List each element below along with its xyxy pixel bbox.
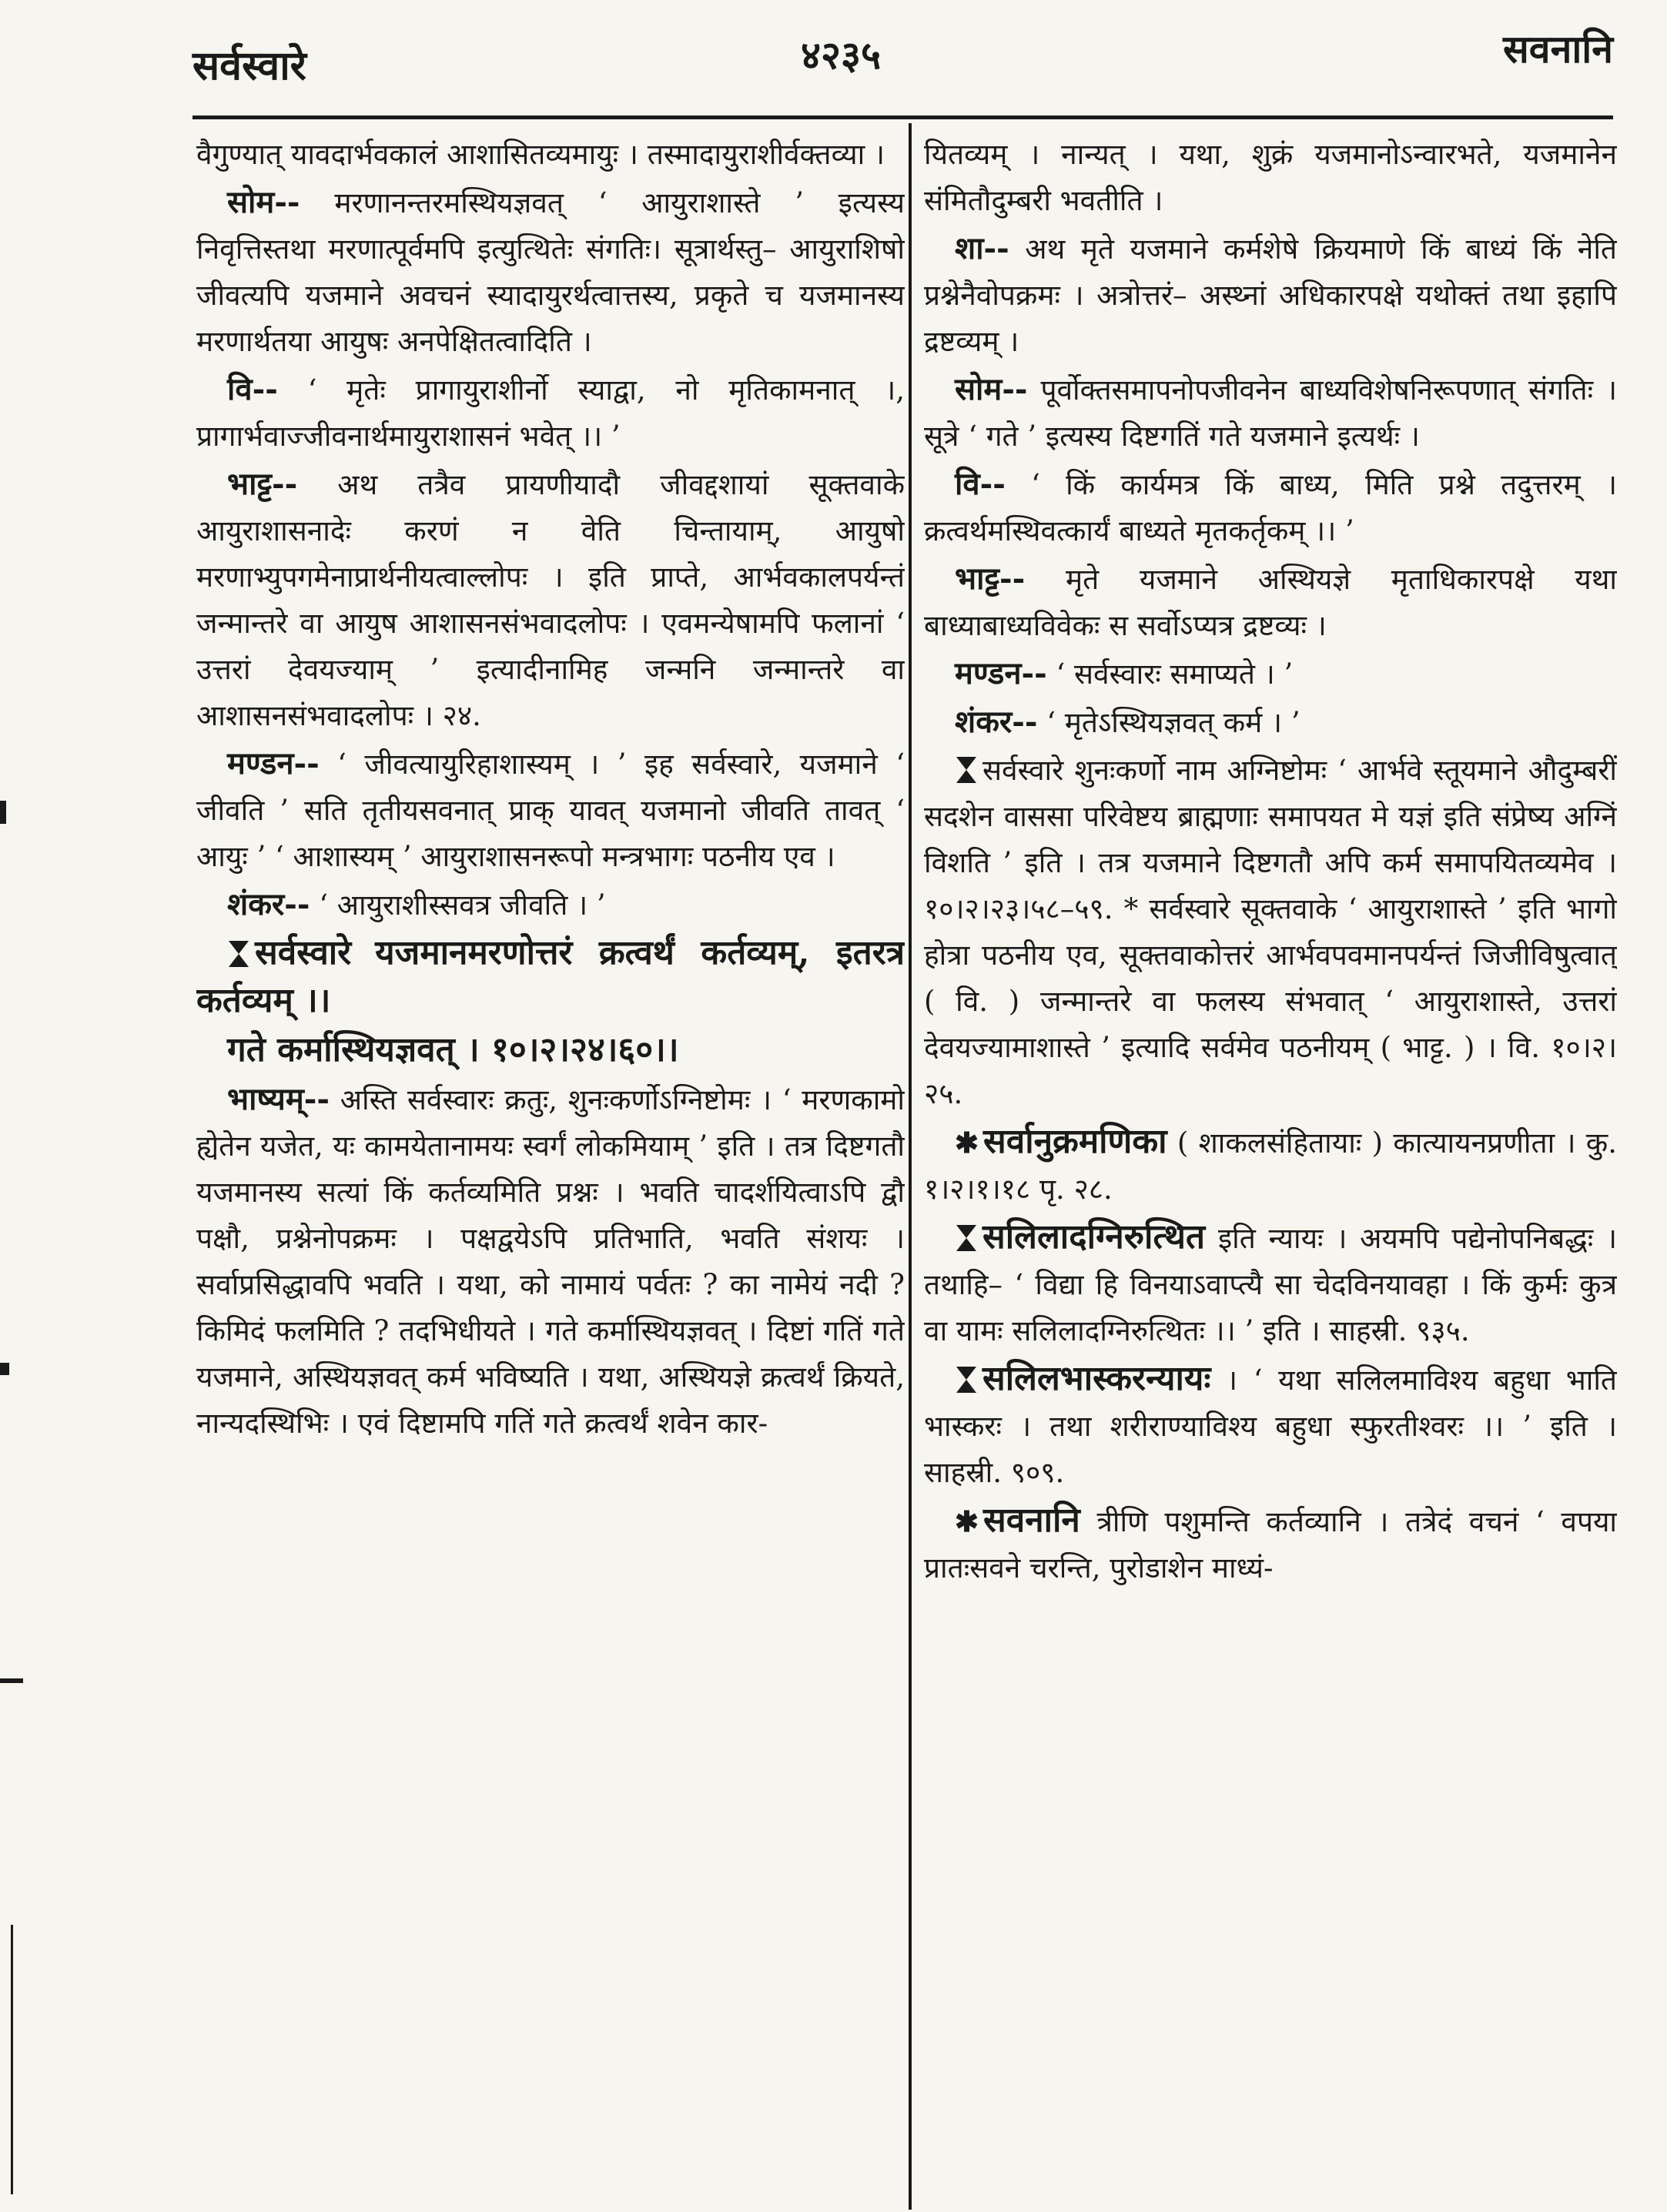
commentator-label: शंकर-- [955,704,1038,740]
paragraph: सोम-- मरणानन्तरमस्थियज्ञवत् ‘ आयुराशास्ते ’ इत्यस्य निवृत्तिस्तथा मरणात्पूर्वमपि इत्युत्थितेः संगतिः। सूत्रार्थस्तु– आयुराशिषो जीवत्यपि यजमाने अवचनं स्यादायुरर्थत्वात्तस्य, प्रकृते च यजमानस्य मरणार्थतया आयुषः अनपेक्षितत्वादिति । [196,184,905,358]
commentator-label: भाट्ट-- [955,561,1026,597]
paragraph: शंकर-- ‘ आयुराशीस्सवत्र जीवति । ’ [227,886,606,922]
asterisk-icon: ✱ [955,1504,979,1538]
scan-mark [11,1925,13,2194]
commentator-label: शा-- [955,230,1009,266]
header-rule [192,115,1613,119]
paragraph: यितव्यम् । नान्यत् । यथा, शुक्रं यजमानोऽन्वारभते, यजमानेन संमितौदुम्बरी भवतीति । [924,138,1617,217]
right-column [924,131,1617,2210]
entry: सर्वस्वारे शुनःकर्णो नाम अग्निष्टोमः ‘ आर्भवे स्तूयमाने औदुम्बरीं सदशेन वाससा परिवेष्टय ब्राह्मणाः समापयत मे यज्ञं इति संप्रेष्य अग्निं विशति ’ इति । तत्र यजमाने दिष्टगतौ अपि कर्म समापयितव्यमेव । १०।२।२३।५८–५९. * सर्वस्वारे सूक्तवाके ‘ आयुराशास्ते ’ इति भागो होत्रा पठनीय एव, सूक्तवाकोत्तरं आर्भवपवमानपर्यन्तं जिजीविषुत्वात् ( वि. ) जन्मान्तरे वा फलस्य संभवात् ‘ आयुराशास्ते, उत्तरां देवयज्यामाशास्ते ’ इत्यादि सर्वमेव पठनीयम् ( भाट्ट. ) । वि. १०।२।२५. [924,754,1617,1110]
header-right-title: सवनानि [1503,26,1613,72]
paragraph: मण्डन-- ‘ सर्वस्वारः समाप्यते । ’ [955,655,1294,691]
commentator-label: वि-- [227,371,278,407]
paragraph: वैगुण्यात् यावदार्भवकालं आशासितव्यमायुः । तस्मादायुराशीर्वक्तव्या । [196,138,885,171]
commentator-label: मण्डन-- [227,745,320,781]
header-left-title: सर्वस्वारे [192,42,306,89]
commentator-label: सोम-- [955,371,1028,407]
commentator-label: भाट्ट-- [227,466,298,502]
left-column [196,131,905,2210]
entry-heading: सर्वस्वारे यजमानमरणोत्तरं क्रत्वर्थं कर्तव्यम्, इतरत्र कर्तव्यम् ।। [196,933,905,1020]
entry: सलिलादग्निरुत्थित इति न्यायः । अयमपि पद्येनोपनिबद्धः । तथाहि– ‘ विद्या हि विनयाऽवाप्त्यै सा चेदविनयावहा । किं कुर्मः कुत्र वा यामः सलिलादग्निरुत्थितः ।। ’ इति । साहस्री. ९३५. [924,1217,1617,1347]
commentator-label: मण्डन-- [955,655,1047,691]
paragraph: भाट्ट-- अथ तत्रैव प्रायणीयादौ जीवद्दशायां सूक्तवाके आयुराशासनादेः करणं न वेति चिन्तायाम्, आयुषो मरणाभ्युपगमेनाप्रार्थनीयत्वाल्लोपः । इति प्राप्ते, आर्भवकालपर्यन्तं जन्मान्तरे वा आयुष आशासनसंभवादलोपः । एवमन्येषामपि फलानां ‘ उत्तरां देवयज्याम् ’ इत्यादीनामिह जन्मनि जन्मान्तरे वा आशासनसंभवादलोपः । २४. [196,466,905,732]
asterisk-icon: ✱ [955,1126,979,1160]
commentator-label: सोम-- [227,184,300,220]
paragraph: वि-- ‘ मृतेः प्रागायुराशीर्नो स्याद्वा, नो मृतिकामनात् ।, प्रागार्भवाज्जीवनार्थमायुराशासनं भवेत् ।। ’ [196,371,905,453]
sutra-line: गते कर्मास्थियज्ञवत् । १०।२।२४।६०।। [227,1030,679,1069]
page-header [0,0,1667,100]
hourglass-icon [955,757,978,783]
page-number: ४२३५ [801,32,881,78]
column-divider [909,123,912,2210]
entry: ✱ सर्वानुक्रमणिका ( शाकलसंहितायाः ) कात्यायनप्रणीता । कु. १।२।१।१८ पृ. २८. [924,1122,1617,1206]
hourglass-icon [955,1367,978,1393]
scan-mark [0,801,6,824]
hourglass-icon [955,1225,978,1251]
commentator-label: शंकर-- [227,886,310,922]
scan-mark [0,1678,23,1683]
entry: सलिलभास्करन्यायः । ‘ यथा सलिलमाविश्य बहुधा भाति भास्करः । तथा शरीराण्याविश्य बहुधा स्फुरतीश्वरः ।। ’ इति । साहस्री. ९०९. [924,1359,1617,1489]
scan-mark [0,1363,9,1375]
commentator-label: भाष्यम्-- [227,1081,330,1117]
commentator-label: वि-- [955,466,1006,502]
paragraph: सोम-- पूर्वोक्तसमापनोपजीवनेन बाध्यविशेषनिरूपणात् संगतिः । सूत्रे ‘ गते ’ इत्यस्य दिष्टगतिं गते यजमाने इत्यर्थः । [924,371,1617,453]
paragraph: शंकर-- ‘ मृतेऽस्थियज्ञवत् कर्म । ’ [955,704,1300,740]
hourglass-icon [227,941,250,967]
paragraph: शा-- अथ मृते यजमाने कर्मशेषे क्रियमाणे किं बाध्यं किं नेति प्रश्नेनैवोपक्रमः । अत्रोत्तरं– अस्थ्नां अधिकारपक्षे यथोक्तं तथा इहापि द्रष्टव्यम् । [924,230,1617,358]
paragraph: वि-- ‘ किं कार्यमत्र किं बाध्य, मिति प्रश्ने तदुत्तरम् । क्रत्वर्थमस्थिवत्कार्यं बाध्यते मृतकर्तृकम् ।। ’ [924,466,1617,547]
paragraph: मण्डन-- ‘ जीवत्यायुरिहाशास्यम् । ’ इह सर्वस्वारे, यजमाने ‘ जीवति ’ सति तृतीयसवनात् प्राक् यावत् यजमानो जीवति तावत् ‘ आयुः ’ ‘ आशास्यम् ’ आयुराशासनरूपो मन्त्रभागः पठनीय एव । [196,745,905,873]
paragraph: भाट्ट-- मृते यजमाने अस्थियज्ञे मृताधिकारपक्षे यथा बाध्याबाध्यविवेकः स सर्वोऽप्यत्र द्रष्टव्यः । [924,561,1617,642]
paragraph: भाष्यम्-- अस्ति सर्वस्वारः क्रतुः, शुनःकर्णोऽग्निष्टोमः । ‘ मरणकामो ह्येतेन यजेत, यः कामयेतानामयः स्वर्गं लोकमियाम् ’ इति । तत्र दिष्टगतौ यजमानस्य सत्यां किं कर्तव्यमिति प्रश्नः । भवति चादर्शयित्वाऽपि द्वौ पक्षौ, प्रश्नेनोपक्रमः । पक्षद्वयेऽपि प्रतिभाति, भवति संशयः । सर्वाप्रसिद्धावपि भवति । यथा, को नामायं पर्वतः ? का नामेयं नदी ? किमिदं फलमिति ? तदभिधीयते । गते कर्मास्थियज्ञवत् । दिष्टां गतिं गते यजमाने, अस्थियज्ञवत् कर्म भविष्यति । यथा, अस्थियज्ञे क्रत्वर्थं क्रियते, नान्यदस्थिभिः । एवं दिष्टामपि गतिं गते क्रत्वर्थं शवेन कार- [196,1081,905,1440]
entry: ✱ सवनानि त्रीणि पशुमन्ति कर्तव्यानि । तत्रेदं वचनं ‘ वपया प्रातःसवने चरन्ति, पुरोडाशेन माध्यं- [924,1501,1617,1585]
